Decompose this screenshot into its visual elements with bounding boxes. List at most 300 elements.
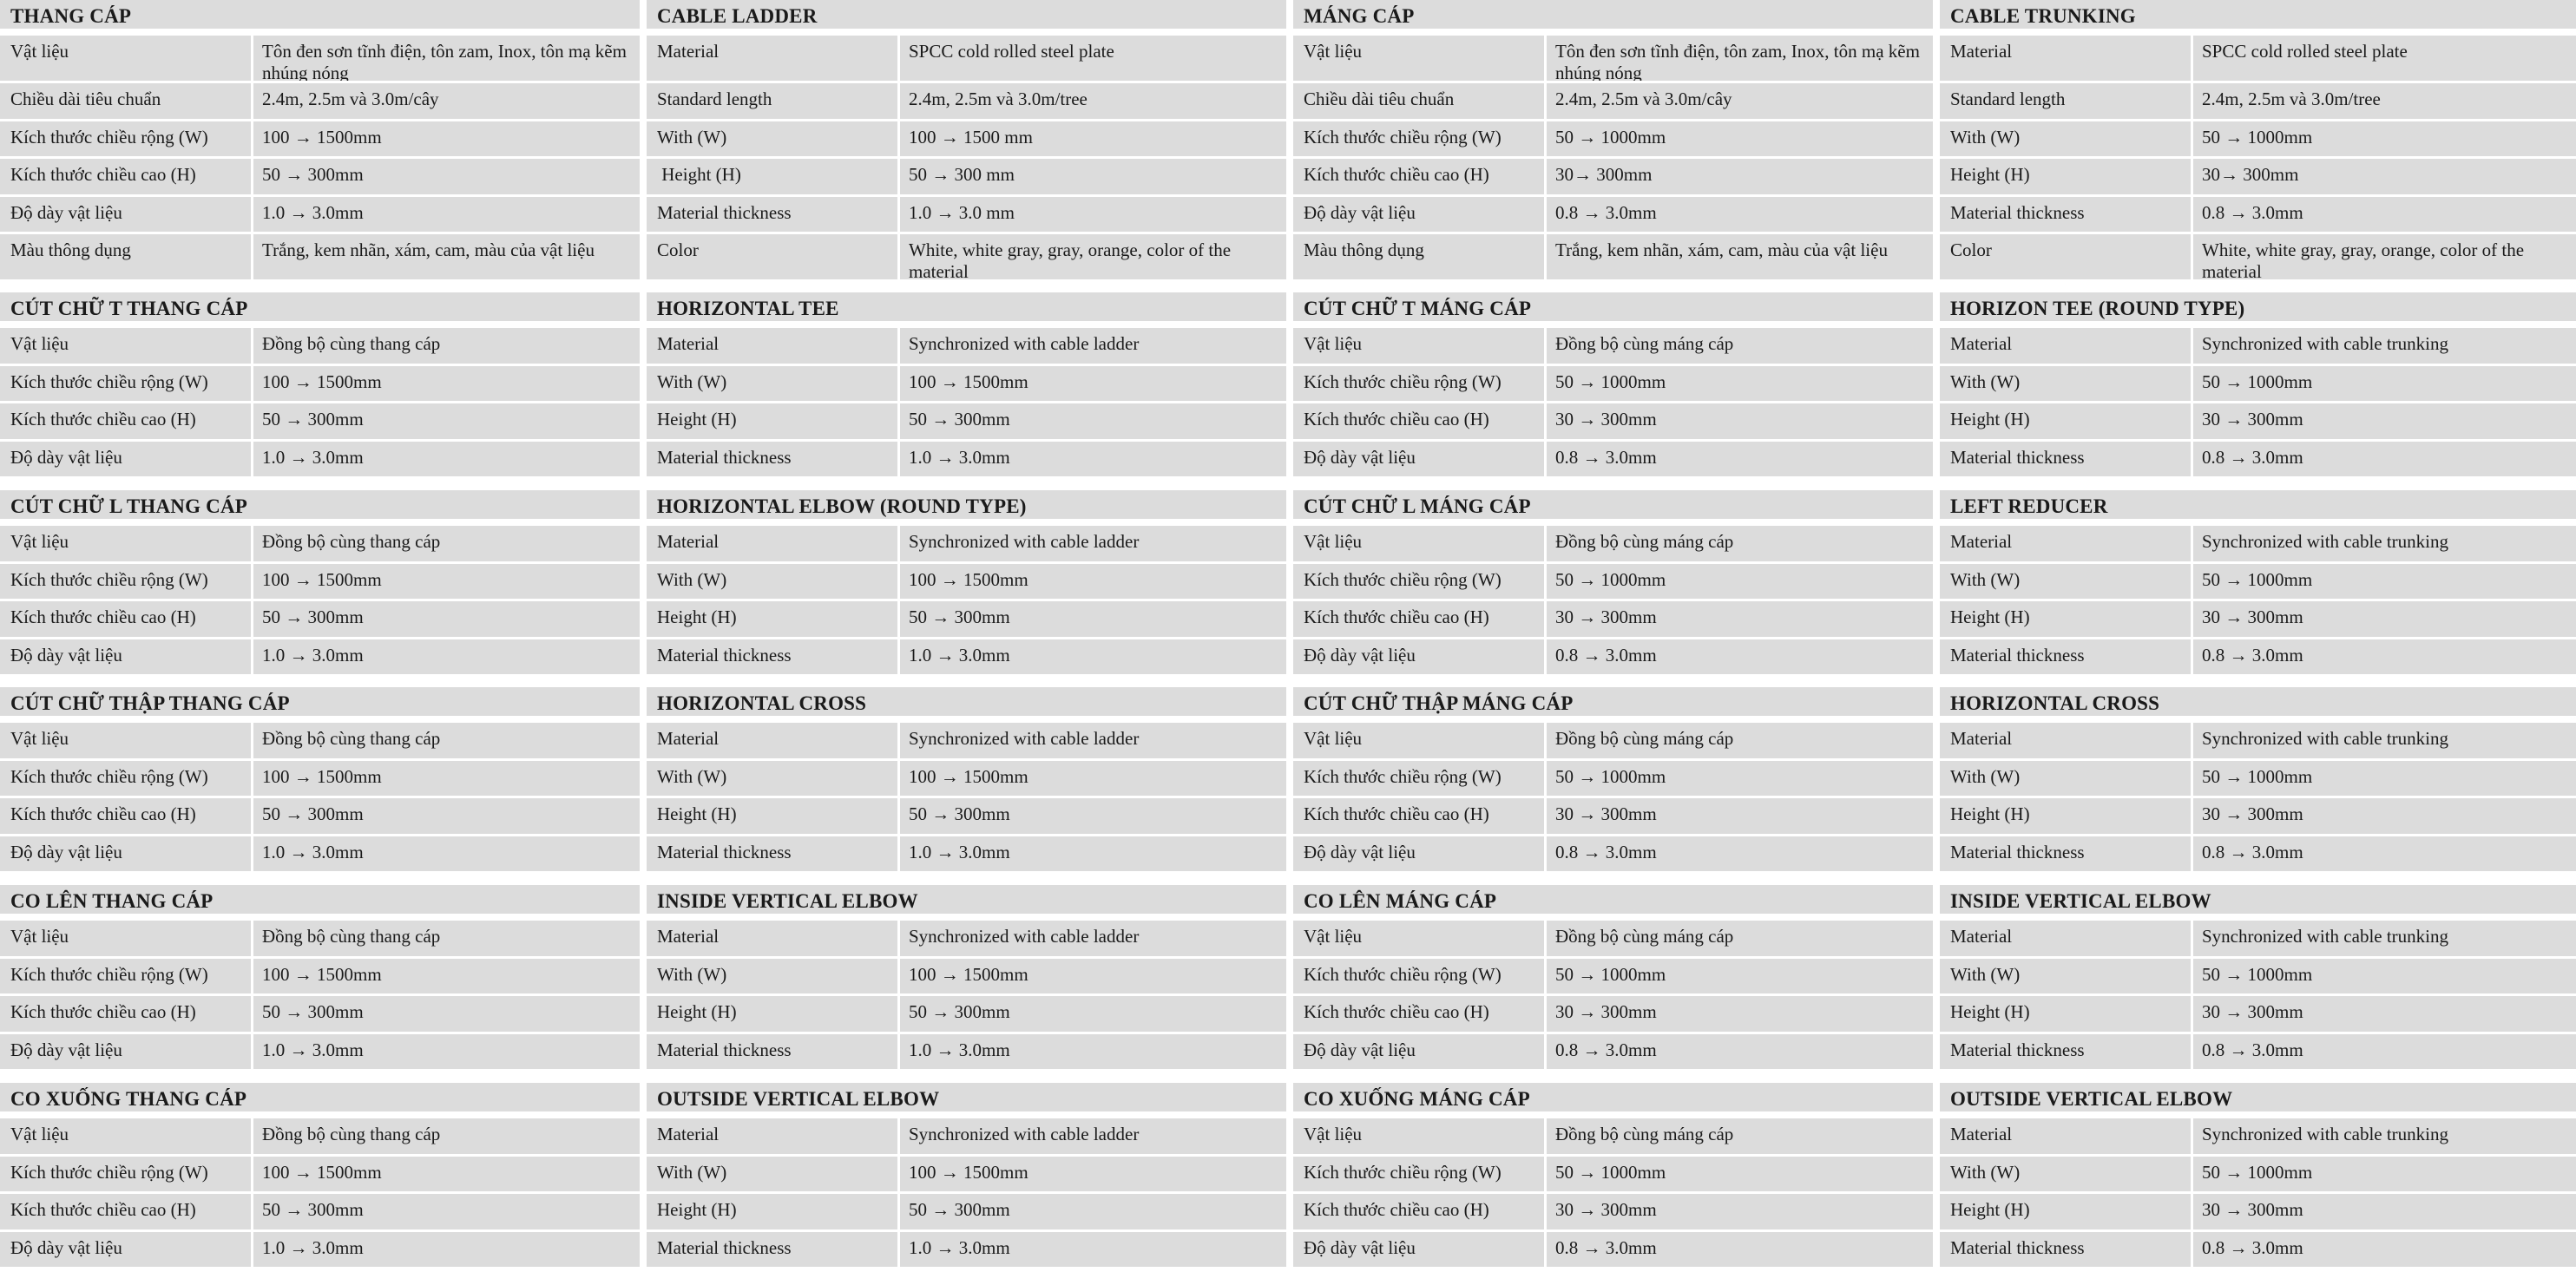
spec-row xyxy=(0,33,640,81)
section-title: LEFT REDUCER xyxy=(1950,495,2108,517)
spec-row xyxy=(1940,325,2576,364)
spec-section xyxy=(647,885,1286,1069)
spec-label: Material xyxy=(657,531,720,552)
spec-label: Material xyxy=(657,926,720,947)
spec-label: Vật liệu xyxy=(1304,1124,1363,1144)
spec-label: Độ dày vật liệu xyxy=(10,446,122,468)
cell-divider xyxy=(2191,83,2193,119)
spec-row xyxy=(1940,119,2576,157)
spec-row xyxy=(1293,325,1933,364)
spec-section xyxy=(647,0,1286,282)
spec-row xyxy=(647,993,1286,1032)
spec-label: Material thickness xyxy=(657,841,792,862)
cell-divider xyxy=(897,921,900,956)
spec-label: With (W) xyxy=(1950,1161,2021,1183)
cell-divider xyxy=(1544,798,1547,834)
spec-row xyxy=(647,194,1286,233)
spec-value: 50 → 1000mm xyxy=(1555,126,1666,148)
cell-divider xyxy=(1544,601,1547,637)
spec-label: Material xyxy=(1950,41,2013,62)
spec-row xyxy=(647,720,1286,758)
spec-label: Vật liệu xyxy=(1304,926,1363,947)
spec-label: With (W) xyxy=(657,1161,727,1183)
cell-divider xyxy=(251,723,253,758)
cell-divider xyxy=(1544,761,1547,797)
spec-label: Kích thước chiều cao (H) xyxy=(1304,606,1489,627)
spec-label: Kích thước chiều rộng (W) xyxy=(10,765,208,787)
spec-section xyxy=(1940,0,2576,282)
spec-value: Đồng bộ cùng máng cáp xyxy=(1555,531,1734,552)
spec-label: Height (H) xyxy=(657,1001,737,1022)
spec-value: Synchronized with cable ladder xyxy=(909,333,1140,354)
spec-section xyxy=(1293,0,1933,279)
spec-label: Color xyxy=(1950,239,1992,260)
spec-label: Material thickness xyxy=(1950,1236,2085,1258)
spec-row xyxy=(0,156,640,194)
cell-divider xyxy=(897,159,900,194)
cell-divider xyxy=(2191,798,2193,834)
cell-divider xyxy=(251,234,253,279)
spec-label: Kích thước chiều cao (H) xyxy=(1304,1001,1489,1022)
cell-divider xyxy=(251,798,253,834)
spec-row xyxy=(647,758,1286,797)
cell-divider xyxy=(897,1232,900,1268)
spec-row xyxy=(0,1229,640,1268)
spec-section xyxy=(0,0,640,279)
spec-label: Độ dày vật liệu xyxy=(10,201,122,223)
spec-row xyxy=(0,834,640,872)
spec-label: Height (H) xyxy=(657,803,737,824)
section-header xyxy=(0,1083,640,1116)
cell-divider xyxy=(251,36,253,81)
section-header xyxy=(0,490,640,523)
spec-value: Synchronized with cable trunking xyxy=(2202,926,2449,947)
cell-divider xyxy=(251,442,253,477)
section-header xyxy=(647,292,1286,325)
cell-divider xyxy=(897,639,900,675)
spec-value: 0.8 → 3.0mm xyxy=(2202,201,2303,223)
spec-value: 100 → 1500mm xyxy=(262,126,382,148)
spec-label: Color xyxy=(657,239,699,260)
spec-label: Kích thước chiều cao (H) xyxy=(10,164,196,185)
spec-label: With (W) xyxy=(657,568,727,590)
cell-divider xyxy=(251,526,253,561)
spec-value: 50 → 1000mm xyxy=(2202,1161,2313,1183)
cell-divider xyxy=(897,996,900,1032)
spec-row xyxy=(1940,194,2576,233)
spec-section xyxy=(647,687,1286,871)
spec-value: SPCC cold rolled steel plate xyxy=(2202,41,2408,62)
spec-value: 100 → 1500mm xyxy=(262,370,382,392)
spec-label: Độ dày vật liệu xyxy=(1304,644,1416,666)
column-cable-trunking xyxy=(1940,0,2576,1272)
spec-value: 2.4m, 2.5m và 3.0m/tree xyxy=(909,89,1088,109)
section-title: INSIDE VERTICAL ELBOW xyxy=(1950,890,2211,912)
spec-section xyxy=(1293,687,1933,871)
spec-label: Material xyxy=(1950,926,2013,947)
spec-row xyxy=(1940,523,2576,561)
spec-label: Vật liệu xyxy=(10,333,69,354)
spec-value: 100 → 1500mm xyxy=(262,568,382,590)
spec-value: 30 → 300mm xyxy=(2202,409,2303,429)
section-header xyxy=(0,0,640,33)
spec-row xyxy=(0,561,640,600)
spec-label: Vật liệu xyxy=(10,41,69,62)
spec-label: Kích thước chiều rộng (W) xyxy=(1304,126,1502,148)
spec-label: Standard length xyxy=(1950,89,2066,109)
spec-value: 30 → 300mm xyxy=(1555,1199,1657,1220)
cell-divider xyxy=(1544,159,1547,194)
spec-section xyxy=(647,292,1286,476)
spec-row xyxy=(0,364,640,402)
cell-divider xyxy=(1544,234,1547,279)
spec-label: Kích thước chiều rộng (W) xyxy=(10,126,208,148)
cell-divider xyxy=(1544,36,1547,81)
cell-divider xyxy=(2191,1034,2193,1070)
section-header xyxy=(647,0,1286,33)
spec-value: 30 → 300mm xyxy=(1555,803,1657,824)
spec-row xyxy=(1293,637,1933,675)
cell-divider xyxy=(2191,601,2193,637)
section-header xyxy=(1293,885,1933,918)
spec-label: Độ dày vật liệu xyxy=(1304,1039,1416,1060)
spec-row xyxy=(0,1191,640,1229)
column-mang-cap xyxy=(1293,0,1933,1272)
spec-value: Đồng bộ cùng máng cáp xyxy=(1555,728,1734,749)
spec-label: Kích thước chiều cao (H) xyxy=(10,803,196,824)
section-header xyxy=(1940,490,2576,523)
cell-divider xyxy=(897,234,900,279)
cell-divider xyxy=(251,366,253,402)
spec-row xyxy=(1940,758,2576,797)
spec-value: 2.4m, 2.5m và 3.0m/cây xyxy=(262,89,439,109)
spec-section xyxy=(1940,292,2576,476)
cell-divider xyxy=(1544,639,1547,675)
spec-value: 1.0 → 3.0mm xyxy=(262,1236,364,1258)
spec-row xyxy=(647,232,1286,282)
spec-row xyxy=(0,599,640,637)
spec-row xyxy=(1940,796,2576,834)
spec-row xyxy=(1293,156,1933,194)
spec-label: With (W) xyxy=(1950,963,2021,985)
cell-divider xyxy=(897,1157,900,1192)
spec-label: Kích thước chiều cao (H) xyxy=(1304,1199,1489,1220)
spec-value: White, white gray, gray, orange, color of the material xyxy=(909,239,1232,282)
spec-row xyxy=(647,918,1286,956)
spec-value: 50 → 300mm xyxy=(262,164,364,185)
spec-row xyxy=(1940,1032,2576,1070)
spec-value: 100 → 1500mm xyxy=(262,1161,382,1183)
spec-label: Kích thước chiều cao (H) xyxy=(10,409,196,429)
cell-divider xyxy=(251,921,253,956)
spec-label: Material thickness xyxy=(657,1236,792,1258)
spec-label: Material xyxy=(657,728,720,749)
spec-value: 50 → 300mm xyxy=(262,1001,364,1022)
cell-divider xyxy=(1544,403,1547,439)
spec-label: Vật liệu xyxy=(1304,333,1363,354)
spec-label: Height (H) xyxy=(1950,606,2030,627)
spec-section xyxy=(1293,292,1933,476)
spec-label: Kích thước chiều rộng (W) xyxy=(1304,765,1502,787)
section-header xyxy=(1940,687,2576,720)
spec-value: White, white gray, gray, orange, color of the material xyxy=(2202,239,2525,282)
spec-label: Độ dày vật liệu xyxy=(1304,1236,1416,1258)
spec-section xyxy=(0,292,640,476)
spec-row xyxy=(647,1116,1286,1154)
cell-divider xyxy=(897,1194,900,1229)
spec-label: Height (H) xyxy=(657,164,741,185)
spec-row xyxy=(1940,232,2576,282)
spec-section xyxy=(0,885,640,1069)
spec-value: Tôn đen sơn tĩnh điện, tôn zam, Inox, tôn mạ kẽm nhúng nóng xyxy=(1555,41,1920,83)
spec-row xyxy=(1940,1116,2576,1154)
spec-value: 50 → 1000mm xyxy=(2202,963,2313,985)
spec-row xyxy=(1293,1116,1933,1154)
cell-divider xyxy=(2191,366,2193,402)
cell-divider xyxy=(897,328,900,364)
spec-row xyxy=(1293,232,1933,279)
spec-label: Kích thước chiều rộng (W) xyxy=(1304,568,1502,590)
spec-row xyxy=(647,1191,1286,1229)
spec-value: 100 → 1500mm xyxy=(909,1161,1028,1183)
cell-divider xyxy=(897,36,900,81)
cell-divider xyxy=(2191,639,2193,675)
spec-value: 1.0 → 3.0mm xyxy=(909,1039,1010,1060)
cell-divider xyxy=(897,959,900,994)
cell-divider xyxy=(251,159,253,194)
cell-divider xyxy=(897,403,900,439)
section-header xyxy=(647,885,1286,918)
section-title: CÚT CHỮ L MÁNG CÁP xyxy=(1304,495,1531,517)
spec-label: Vật liệu xyxy=(1304,728,1363,749)
spec-value: Synchronized with cable ladder xyxy=(909,926,1140,947)
section-title: HORIZONTAL TEE xyxy=(657,298,839,319)
spec-section xyxy=(1293,885,1933,1069)
spec-row xyxy=(0,637,640,675)
spec-value: 100 → 1500 mm xyxy=(909,126,1033,148)
spec-label: Material thickness xyxy=(657,201,792,223)
spec-label: Vật liệu xyxy=(10,926,69,947)
section-header xyxy=(0,885,640,918)
spec-section xyxy=(1293,1083,1933,1267)
section-title: HORIZONTAL ELBOW (ROUND TYPE) xyxy=(657,495,1027,517)
section-title: CÚT CHỮ THẬP MÁNG CÁP xyxy=(1304,692,1574,714)
spec-label: Height (H) xyxy=(1950,1001,2030,1022)
section-title: CABLE LADDER xyxy=(657,5,818,27)
section-header xyxy=(1940,1083,2576,1116)
spec-row xyxy=(1293,796,1933,834)
spec-value: 0.8 → 3.0mm xyxy=(2202,1236,2303,1258)
cell-divider xyxy=(1544,1232,1547,1268)
spec-value: 30 → 300mm xyxy=(2202,1001,2303,1022)
spec-value: 1.0 → 3.0mm xyxy=(909,841,1010,862)
cell-divider xyxy=(897,442,900,477)
spec-label: Height (H) xyxy=(657,409,737,429)
spec-value: Đồng bộ cùng máng cáp xyxy=(1555,333,1734,354)
section-title: CÚT CHỮ THẬP THANG CÁP xyxy=(10,692,290,714)
cell-divider xyxy=(2191,996,2193,1032)
cell-divider xyxy=(2191,197,2193,233)
spec-row xyxy=(1293,918,1933,956)
spec-row xyxy=(1293,1154,1933,1192)
cell-divider xyxy=(897,526,900,561)
spec-label: Material thickness xyxy=(1950,841,2085,862)
spec-value: Đồng bộ cùng thang cáp xyxy=(262,1124,441,1144)
cell-divider xyxy=(251,761,253,797)
spec-row xyxy=(1940,1154,2576,1192)
cell-divider xyxy=(897,121,900,157)
spec-value: 0.8 → 3.0mm xyxy=(1555,201,1657,223)
spec-label: With (W) xyxy=(1950,370,2021,392)
spec-value: Synchronized with cable ladder xyxy=(909,728,1140,749)
cell-divider xyxy=(897,83,900,119)
cell-divider xyxy=(1544,366,1547,402)
spec-label: Material xyxy=(1950,531,2013,552)
cell-divider xyxy=(2191,328,2193,364)
spec-label: Material thickness xyxy=(1950,1039,2085,1060)
spec-value: 50 → 1000mm xyxy=(2202,765,2313,787)
spec-value: 1.0 → 3.0mm xyxy=(262,1039,364,1060)
spec-value: 100 → 1500mm xyxy=(909,765,1028,787)
spec-value: Trắng, kem nhãn, xám, cam, màu của vật liệu xyxy=(262,239,595,260)
section-header xyxy=(0,292,640,325)
section-title: CÚT CHỮ T MÁNG CÁP xyxy=(1304,298,1532,319)
section-title: CÚT CHỮ T THANG CÁP xyxy=(10,298,248,319)
spec-row xyxy=(647,1229,1286,1268)
spec-label: Độ dày vật liệu xyxy=(10,1039,122,1060)
spec-value: 0.8 → 3.0mm xyxy=(2202,644,2303,666)
section-header xyxy=(0,687,640,720)
cell-divider xyxy=(251,1194,253,1229)
spec-value: 2.4m, 2.5m và 3.0m/cây xyxy=(1555,89,1732,109)
cell-divider xyxy=(2191,1232,2193,1268)
spec-row xyxy=(647,364,1286,402)
cell-divider xyxy=(2191,442,2193,477)
cell-divider xyxy=(897,601,900,637)
spec-label: Độ dày vật liệu xyxy=(1304,841,1416,862)
spec-value: 50 → 300 mm xyxy=(909,164,1015,185)
spec-label: With (W) xyxy=(657,126,727,148)
spec-value: 1.0 → 3.0mm xyxy=(909,1236,1010,1258)
cell-divider xyxy=(251,1034,253,1070)
cell-divider xyxy=(897,723,900,758)
spec-label: Chiều dài tiêu chuẩn xyxy=(10,89,161,109)
spec-label: Kích thước chiều rộng (W) xyxy=(10,1161,208,1183)
spec-row xyxy=(0,1154,640,1192)
cell-divider xyxy=(2191,564,2193,600)
cell-divider xyxy=(251,639,253,675)
spec-row xyxy=(1293,1191,1933,1229)
spec-label: Material thickness xyxy=(657,1039,792,1060)
spec-value: Synchronized with cable trunking xyxy=(2202,1124,2449,1144)
spec-row xyxy=(1940,993,2576,1032)
spec-label: Kích thước chiều cao (H) xyxy=(10,606,196,627)
section-title: INSIDE VERTICAL ELBOW xyxy=(657,890,918,912)
spec-row xyxy=(0,796,640,834)
spec-section xyxy=(647,1083,1286,1267)
cell-divider xyxy=(897,197,900,233)
spec-label: Kích thước chiều rộng (W) xyxy=(10,568,208,590)
spec-label: Độ dày vật liệu xyxy=(10,1236,122,1258)
spec-value: Synchronized with cable ladder xyxy=(909,1124,1140,1144)
cell-divider xyxy=(2191,36,2193,81)
spec-row xyxy=(647,599,1286,637)
spec-label: Vật liệu xyxy=(10,728,69,749)
cell-divider xyxy=(2191,121,2193,157)
spec-value: 0.8 → 3.0mm xyxy=(2202,1039,2303,1060)
cell-divider xyxy=(2191,1194,2193,1229)
spec-row xyxy=(0,119,640,157)
cell-divider xyxy=(251,1157,253,1192)
section-title: THANG CÁP xyxy=(10,5,132,27)
spec-label: Material thickness xyxy=(1950,644,2085,666)
cell-divider xyxy=(2191,234,2193,279)
spec-label: With (W) xyxy=(1950,765,2021,787)
spec-section xyxy=(1940,885,2576,1069)
cell-divider xyxy=(2191,159,2193,194)
spec-row xyxy=(647,81,1286,119)
spec-value: Tôn đen sơn tĩnh điện, tôn zam, Inox, tôn mạ kẽm nhúng nóng xyxy=(262,41,627,83)
spec-value: Synchronized with cable trunking xyxy=(2202,333,2449,354)
spec-label: Height (H) xyxy=(1950,1199,2030,1220)
section-header xyxy=(1293,687,1933,720)
spec-row xyxy=(1940,439,2576,477)
cell-divider xyxy=(251,996,253,1032)
spec-label: Độ dày vật liệu xyxy=(1304,201,1416,223)
cell-divider xyxy=(251,197,253,233)
spec-row xyxy=(0,401,640,439)
section-title: HORIZONTAL CROSS xyxy=(1950,692,2160,714)
spec-label: Kích thước chiều cao (H) xyxy=(1304,164,1489,185)
spec-label: Kích thước chiều rộng (W) xyxy=(1304,963,1502,985)
cell-divider xyxy=(2191,403,2193,439)
spec-value: 1.0 → 3.0 mm xyxy=(909,201,1015,223)
spec-value: 50 → 1000mm xyxy=(1555,1161,1666,1183)
cell-divider xyxy=(1544,921,1547,956)
spec-row xyxy=(0,439,640,477)
spec-row xyxy=(0,81,640,119)
spec-row xyxy=(1940,81,2576,119)
section-title: OUTSIDE VERTICAL ELBOW xyxy=(657,1088,940,1110)
spec-value: 50 → 300mm xyxy=(262,1199,364,1220)
spec-row xyxy=(1940,637,2576,675)
cell-divider xyxy=(1544,836,1547,872)
spec-row xyxy=(647,1032,1286,1070)
spec-row xyxy=(1940,364,2576,402)
spec-value: Trắng, kem nhãn, xám, cam, màu của vật liệu xyxy=(1555,239,1888,260)
cell-divider xyxy=(251,121,253,157)
spec-value: 50 → 1000mm xyxy=(1555,370,1666,392)
section-title: HORIZON TEE (ROUND TYPE) xyxy=(1950,298,2245,319)
section-header xyxy=(1940,292,2576,325)
spec-value: 0.8 → 3.0mm xyxy=(1555,1236,1657,1258)
spec-row xyxy=(1940,1229,2576,1268)
spec-row xyxy=(647,956,1286,994)
spec-label: Kích thước chiều cao (H) xyxy=(10,1001,196,1022)
spec-row xyxy=(1293,758,1933,797)
spec-label: Height (H) xyxy=(1950,164,2030,185)
spec-value: 50 → 300mm xyxy=(909,409,1010,429)
spec-row xyxy=(647,523,1286,561)
cell-divider xyxy=(2191,836,2193,872)
spec-label: Material xyxy=(657,41,720,62)
spec-value: 1.0 → 3.0mm xyxy=(262,841,364,862)
spec-row xyxy=(647,119,1286,157)
spec-label: Kích thước chiều cao (H) xyxy=(1304,409,1489,429)
spec-value: 50 → 1000mm xyxy=(1555,568,1666,590)
section-header xyxy=(1293,1083,1933,1116)
cell-divider xyxy=(1544,1118,1547,1154)
